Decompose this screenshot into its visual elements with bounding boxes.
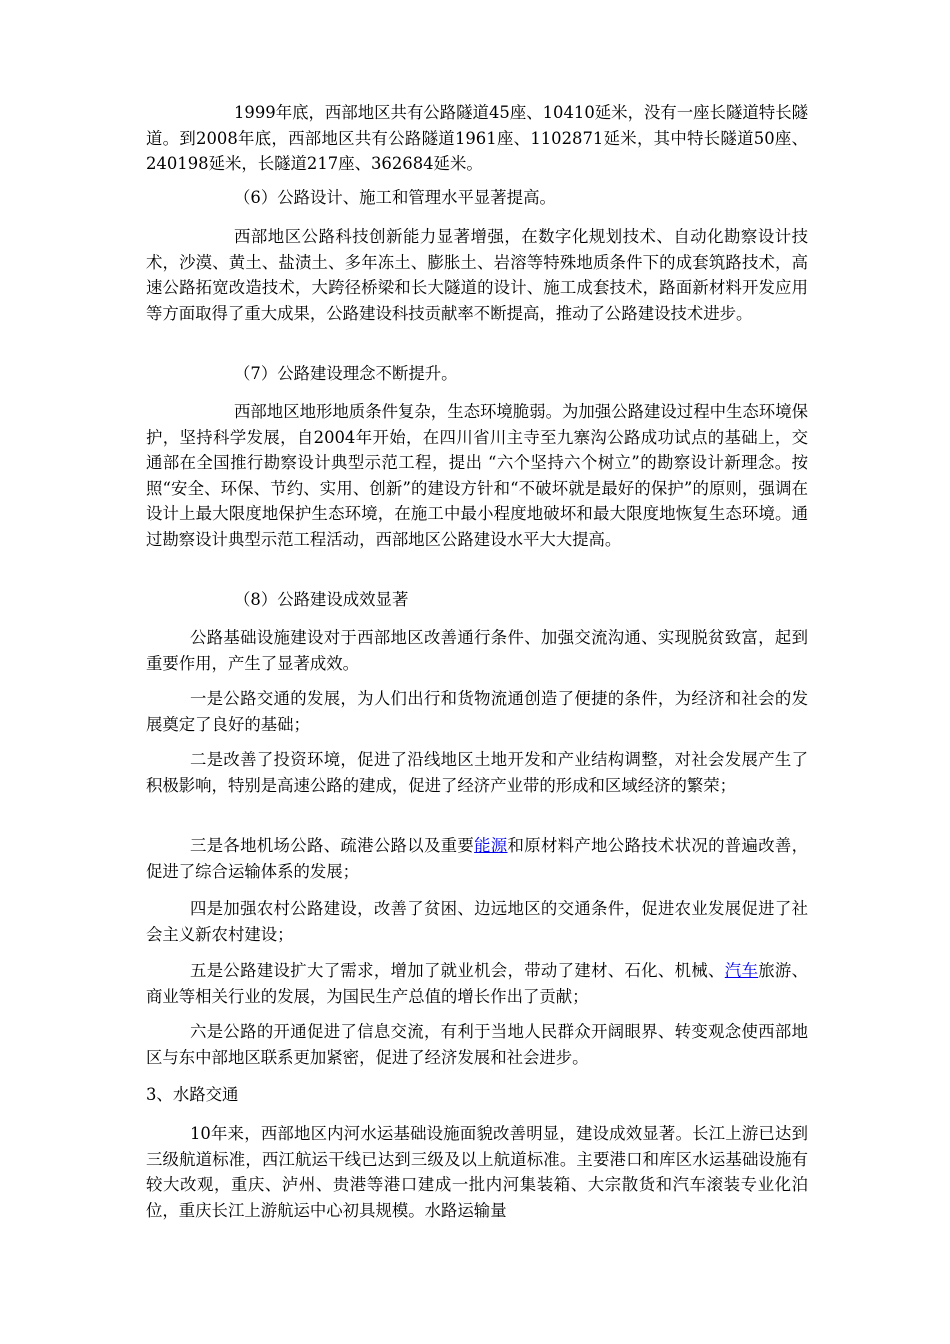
paragraph-effect-3-text-a: 三是各地机场公路、疏港公路以及重要 [190,836,475,855]
section-heading-7: （7）公路建设理念不断提升。 [234,364,458,383]
section-heading-waterway: 3、水路交通 [146,1085,239,1104]
paragraph-effect-4: 四是加强农村公路建设，改善了贫困、边远地区的交通条件，促进农业发展促进了社会主义新农村建设； [146,899,808,944]
paragraph-waterway: 10年来，西部地区内河水运基础设施面貌改善明显，建设成效显著。长江上游已达到三级航道标准，西江航运干线已达到三级及以上航道标准。主要港口和库区水运基础设施有较大改观，重庆、泸州、贵港等港口建成一批内河集装箱、大宗散货和汽车滚装专业化泊位，重庆长江上游航运中心初具规模。水路运输量 [146,1124,808,1220]
paragraph-effect-2: 二是改善了投资环境，促进了沿线地区土地开发和产业结构调整，对社会发展产生了积极影响，特别是高速公路的建成，促进了经济产业带的形成和区域经济的繁荣； [146,750,808,795]
paragraph-effect-6: 六是公路的开通促进了信息交流，有利于当地人民群众开阔眼界、转变观念使西部地区与东中部地区联系更加紧密，促进了经济发展和社会进步。 [146,1022,808,1067]
paragraph-effect-3-text-b: 和原材料产地公路技术状况的普遍改善，促进了综合运输体系的发展； [146,836,809,881]
paragraph-effects-intro: 公路基础设施建设对于西部地区改善通行条件、加强交流沟通、实现脱贫致富，起到重要作用，产生了显著成效。 [146,628,808,673]
automobile-link[interactable]: 汽车 [724,961,759,980]
energy-link[interactable]: 能源 [474,836,508,855]
section-heading-6: （6）公路设计、施工和管理水平显著提高。 [234,188,556,207]
paragraph-tunnels: 1999年底，西部地区共有公路隧道45座、10410延米，没有一座长隧道特长隧道。到2008年底，西部地区共有公路隧道1961座、1102871延米，其中特长隧道50座、240198延米，长隧道217座、362684延米。 [146,103,808,173]
paragraph-effect-1: 一是公路交通的发展，为人们出行和货物流通创造了便捷的条件，为经济和社会的发展奠定了良好的基础； [146,689,808,734]
paragraph-technology: 西部地区公路科技创新能力显著增强，在数字化规划技术、自动化勘察设计技术，沙漠、黄土、盐渍土、多年冻土、膨胀土、岩溶等特殊地质条件下的成套筑路技术，高速公路拓宽改造技术，大跨径桥梁和长大隧道的设计、施工成套技术，路面新材料开发应用等方面取得了重大成果，公路建设科技贡献率不断提高，推动了公路建设技术进步。 [146,227,808,323]
paragraph-construction-philosophy: 西部地区地形地质条件复杂，生态环境脆弱。为加强公路建设过程中生态环境保护，坚持科学发展，自2004年开始，在四川省川主寺至九寨沟公路成功试点的基础上，交通部在全国推行勘察设计典型示范工程，提出 “六个坚持六个树立”的勘察设计新理念。按照“安全、环保、节约、实用、创新”的建设方针和“不破坏就是最好的保护”的原则，强调在设计上最大限度地保护生态环境，在施工中最小程度地破坏和最大限度地恢复生态环境。通过勘察设计典型示范工程活动，西部地区公路建设水平大大提高。 [146,402,808,549]
section-heading-8: （8）公路建设成效显著 [234,590,409,609]
paragraph-effect-5-text-b: 旅游、商业等相关行业的发展，为国民生产总值的增长作出了贡献； [146,961,809,1006]
paragraph-effect-5 [146,958,808,1009]
paragraph-effect-3 [146,833,808,884]
paragraph-effect-5-text-a: 五是公路建设扩大了需求，增加了就业机会，带动了建材、石化、机械、 [190,961,725,980]
